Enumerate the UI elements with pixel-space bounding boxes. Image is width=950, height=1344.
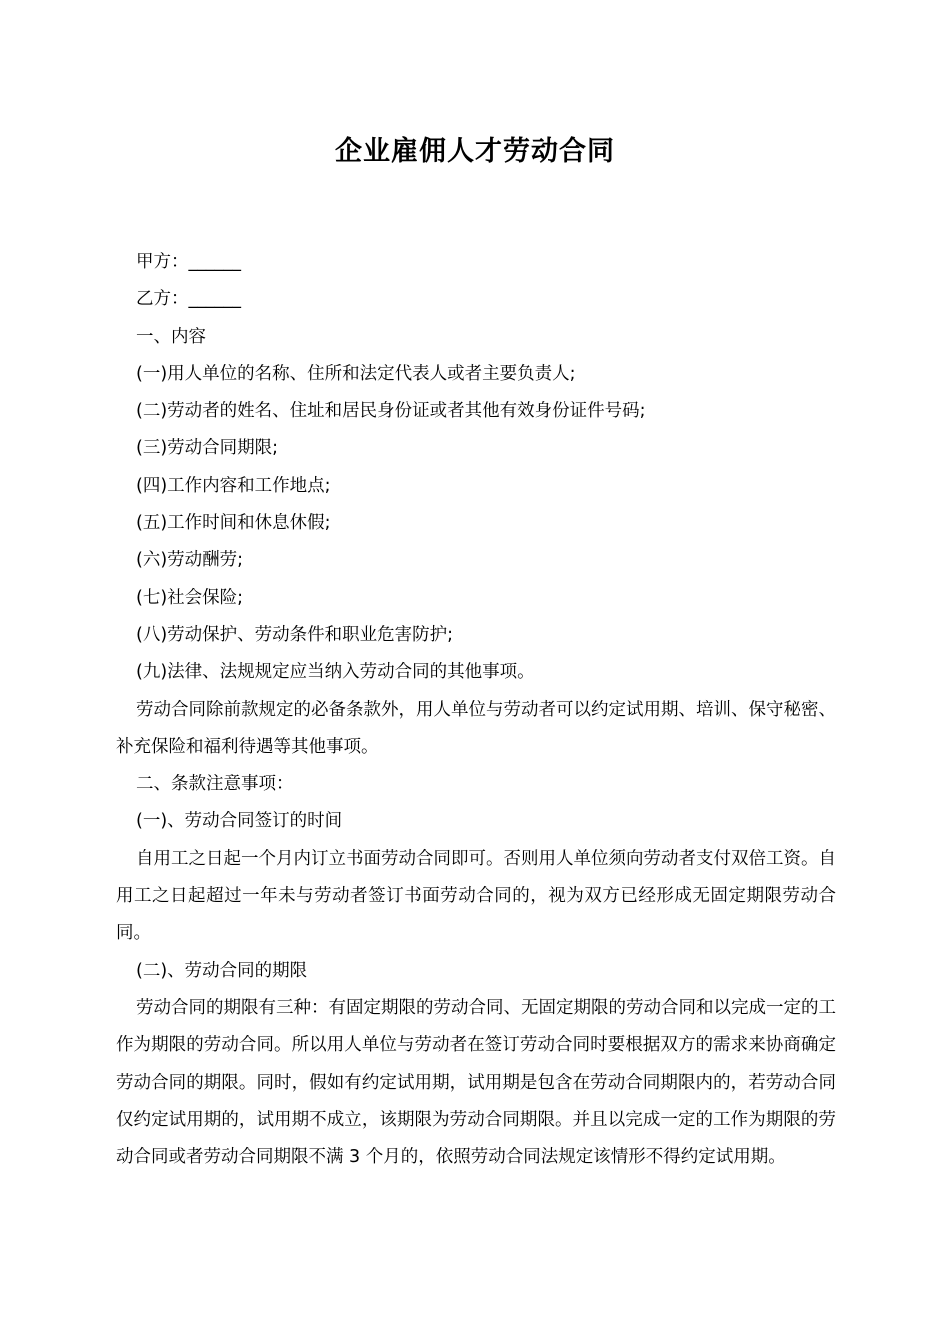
party-a-line: 甲方：______ xyxy=(136,252,241,272)
list-item: (五)工作时间和休息休假; xyxy=(136,513,331,534)
list-item: (七)社会保险; xyxy=(136,587,244,608)
section-heading-notes: 二、条款注意事项： xyxy=(136,774,294,795)
document-title: 企业雇佣人才劳动合同 xyxy=(335,136,615,167)
paragraph-optional-terms: 劳动合同除前款规定的必备条款外，用人单位与劳动者可以约定试用期、培训、保守秘密、补充保险和福利待遇等其他事项。 xyxy=(116,699,836,757)
section-heading-content: 一、内容 xyxy=(136,326,206,347)
list-item: (九)法律、法规规定应当纳入劳动合同的其他事项。 xyxy=(136,662,535,683)
paragraph-signing-time: 自用工之日起一个月内订立书面劳动合同即可。否则用人单位须向劳动者支付双倍工资。自用工之日起超过一年未与劳动者签订书面劳动合同的，视为双方已经形成无固定期限劳动合同。 xyxy=(116,848,836,944)
list-item: (三)劳动合同期限; xyxy=(136,438,279,459)
list-item: (八)劳动保护、劳动条件和职业危害防护; xyxy=(136,624,454,645)
list-item: (二)劳动者的姓名、住址和居民身份证或者其他有效身份证件号码; xyxy=(136,401,646,422)
party-b-line: 乙方：______ xyxy=(136,289,241,310)
list-item: (六)劳动酬劳; xyxy=(136,550,244,571)
document-body xyxy=(116,244,836,1176)
paragraph-contract-term: 劳动合同的期限有三种：有固定期限的劳动合同、无固定期限的劳动合同和以完成一定的工作为期限的劳动合同。所以用人单位与劳动者在签订劳动合同时要根据双方的需求来协商确定劳动合同的期限。同时，假如有约定试用期，试用期是包含在劳动合同期限内的，若劳动合同仅约定试用期的，试用期不成立，该期限为劳动合同期限。并且以完成一定的工作为期限的劳动合同或者劳动合同期限不满 3 个月的，依照劳动合同法规定该情形不得约定试用期。 xyxy=(116,997,836,1168)
list-item: (一)用人单位的名称、住所和法定代表人或者主要负责人; xyxy=(136,363,576,384)
subheading-contract-term: (二)、劳动合同的期限 xyxy=(136,960,308,981)
list-item: (四)工作内容和工作地点; xyxy=(136,475,331,496)
subheading-signing-time: (一)、劳动合同签订的时间 xyxy=(136,811,343,832)
